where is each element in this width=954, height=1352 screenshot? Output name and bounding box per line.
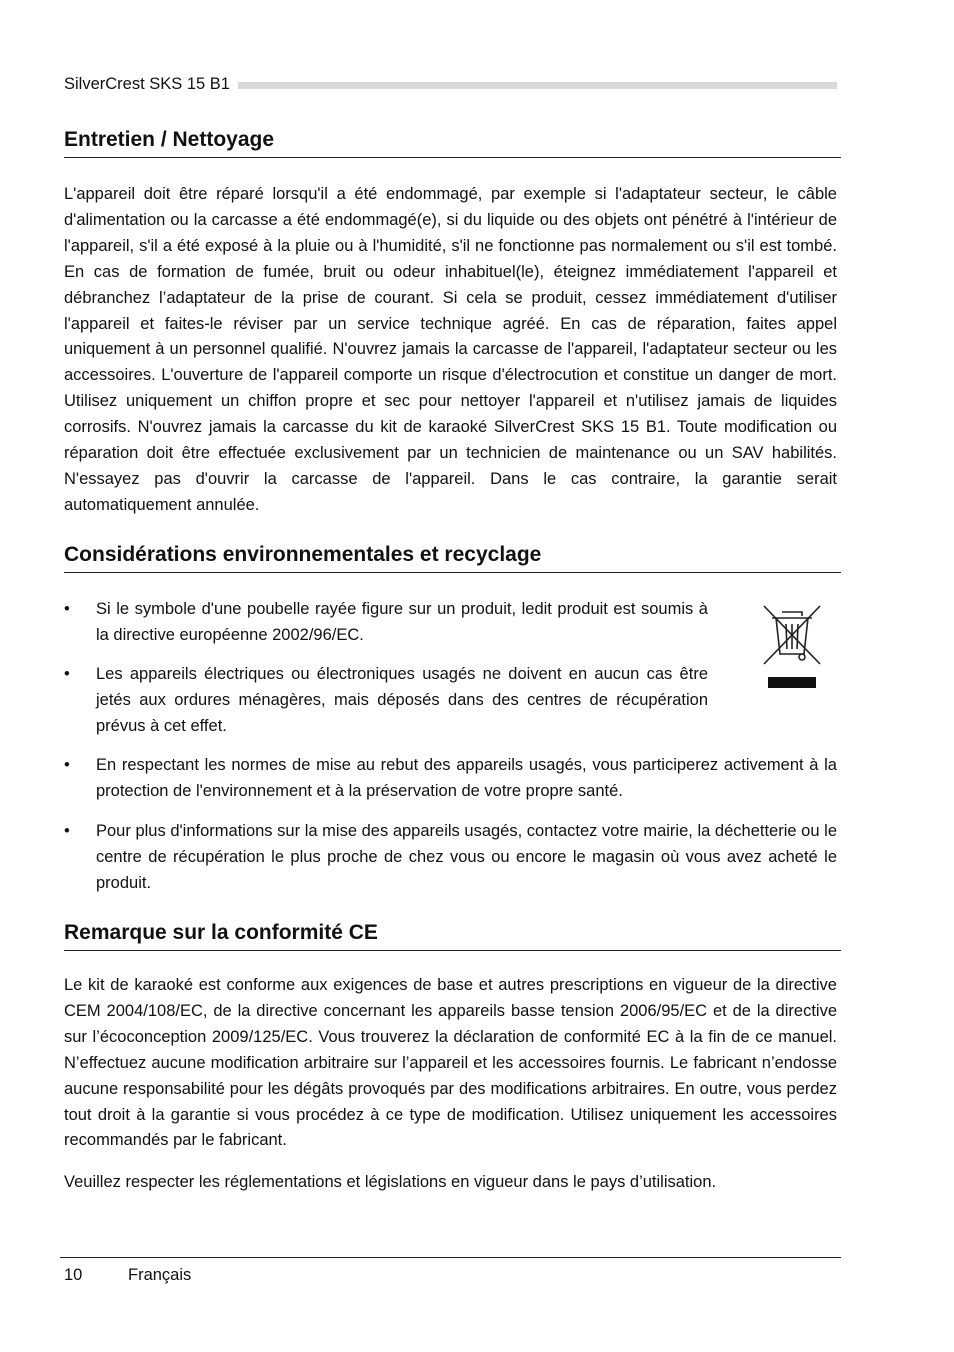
- list-item-text: En respectant les normes de mise au rebut des appareils usagés, vous participerez activement à la protection de l'environnement et à la préservation de votre propre santé.: [96, 756, 837, 800]
- paragraph-regulations: Veuillez respecter les réglementations et législations en vigueur dans le pays d’utilisation.: [64, 1173, 717, 1191]
- bullet-dot: •: [64, 665, 70, 683]
- page-number: 10: [64, 1266, 83, 1284]
- list-item: [64, 662, 708, 740]
- heading-environment: Considérations environnementales et recyclage: [64, 543, 841, 573]
- list-item: [64, 753, 837, 805]
- bullet-dot: •: [64, 600, 70, 618]
- paragraph-maintenance: L'appareil doit être réparé lorsqu'il a été endommagé, par exemple si l'adaptateur secteur, le câble d'alimentation ou la carcasse a été endommagé(e), si du liquide ou des objets ont pénétré à l'intérieur de l'appareil, s'il a été exposé à la pluie ou à l'humidité, s'il ne fonctionne pas normalement ou s'il est tombé. En cas de formation de fumée, bruit ou odeur inhabituel(le), éteignez immédiatement l'appareil et débranchez l’adaptateur de la prise de courant. Si cela se produit, cessez immédiatement d'utiliser l'appareil et faites-le réviser par un service technique agréé. En cas de réparation, faites appel uniquement à un personnel qualifié. N'ouvrez jamais la carcasse de l'appareil, l'adaptateur secteur ou les accessoires. L'ouverture de l'appareil comporte un risque d'électrocution et constitue un danger de mort. Utilisez uniquement un chiffon propre et sec pour nettoyer l'appareil et n'utilisez jamais de liquides corrosifs. N'ouvrez jamais la carcasse du kit de karaoké SilverCrest SKS 15 B1. Toute modification ou réparation doit être effectuée exclusivement par un technicien de maintenance ou un SAV habilités. N'essayez pas d'ouvrir la carcasse de l'appareil. Dans le cas contraire, la garantie serait automatiquement annulée.: [64, 185, 837, 514]
- paragraph-ce-conformity: Le kit de karaoké est conforme aux exigences de base et autres prescriptions en vigueur de la directive CEM 2004/108/EC, de la directive concernant les appareils basse tension 2006/95/EC et de la directive sur l’écoconception 2009/125/EC. Vous trouverez la déclaration de conformité EC à la fin de ce manuel. N’effectuez aucune modification arbitraire sur l’appareil et les accessoires fournis. Le fabricant n’endosse aucune responsabilité pour les dégâts provoqués par des modifications arbitraires. En outre, vous perdez tout droit à la garantie si vous procédez à ce type de modification. Utilisez uniquement les accessoires recommandés par le fabricant.: [64, 976, 837, 1150]
- list-item-text: Les appareils électriques ou électroniques usagés ne doivent en aucun cas être jetés aux ordures ménagères, mais déposés dans des centres de récupération prévus à cet effet.: [96, 665, 708, 735]
- heading-maintenance: Entretien / Nettoyage: [64, 128, 841, 158]
- list-item: [64, 597, 708, 649]
- footer-language: Français: [128, 1266, 192, 1284]
- list-item-text: Si le symbole d'une poubelle rayée figure sur un produit, ledit produit est soumis à la directive européenne 2002/96/EC.: [96, 600, 708, 644]
- bullet-dot: •: [64, 756, 70, 774]
- header-bar: [238, 82, 837, 89]
- header-title: SilverCrest SKS 15 B1: [64, 75, 230, 93]
- bullet-dot: •: [64, 822, 70, 840]
- heading-ce-conformity: Remarque sur la conformité CE: [64, 921, 841, 951]
- weee-crossed-bin-icon: [760, 604, 824, 690]
- list-item-text: Pour plus d'informations sur la mise des appareils usagés, contactez votre mairie, la déchetterie ou le centre de récupération le plus proche de chez vous ou encore le magasin où vous avez acheté le produit.: [96, 822, 837, 892]
- footer-rule: [60, 1257, 841, 1258]
- list-item: [64, 819, 837, 897]
